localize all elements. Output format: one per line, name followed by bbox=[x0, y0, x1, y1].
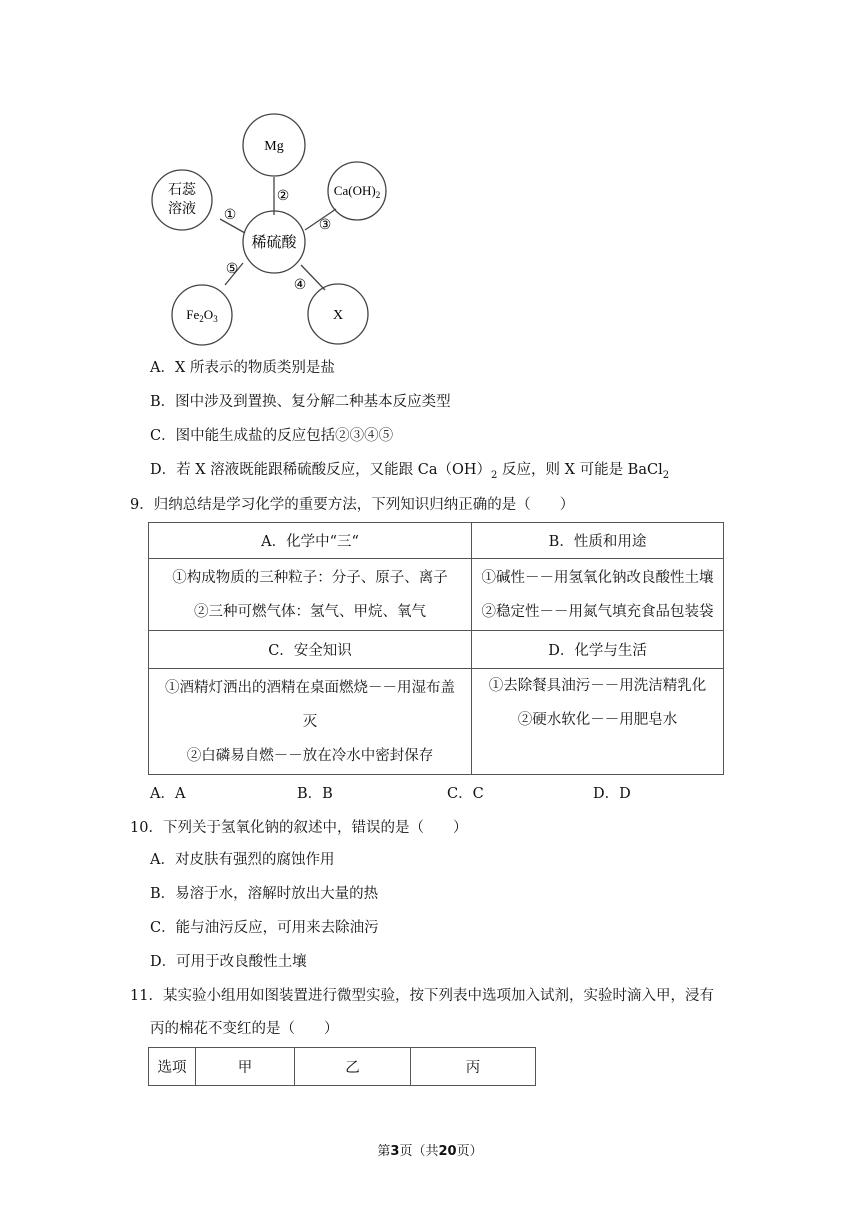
q9-option-d: D．D bbox=[593, 786, 631, 802]
q9-d-body: ①去除餐具油污－－用洗洁精乳化 ②硬水软化－－用肥皂水 bbox=[472, 669, 724, 775]
q9-d-head: D．化学与生活 bbox=[472, 631, 724, 669]
label-4: ④ bbox=[293, 278, 307, 293]
q11-header-bing: 丙 bbox=[411, 1048, 536, 1086]
q9-a-head: A．化学中“三“ bbox=[149, 523, 472, 559]
q9-c-head: C．安全知识 bbox=[149, 631, 472, 669]
q9-option-a: A．A bbox=[150, 786, 186, 802]
q10-option-d: D．可用于改良酸性土壤 bbox=[150, 954, 307, 970]
node-litmus-2: 溶液 bbox=[168, 202, 196, 217]
label-3: ③ bbox=[318, 218, 332, 233]
q9-b-body: ①碱性－－用氢氧化钠改良酸性土壤 ②稳定性－－用氮气填充食品包装袋 bbox=[472, 559, 724, 631]
q10-option-b: B．易溶于水，溶解时放出大量的热 bbox=[150, 886, 379, 902]
q8-option-c: C．图中能生成盐的反应包括②③④⑤ bbox=[150, 428, 394, 444]
q11-header-jia: 甲 bbox=[196, 1048, 295, 1086]
node-center-acid: 稀硫酸 bbox=[251, 235, 297, 251]
q9-b-head: B．性质和用途 bbox=[472, 523, 724, 559]
q11-header-yi: 乙 bbox=[295, 1048, 411, 1086]
q11-table bbox=[148, 1047, 536, 1086]
q8-option-d: D．若 X 溶液既能跟稀硫酸反应，又能跟 $Ca(OH)_2$ 反应，则 X 可能是 BaCl$_2$ bbox=[150, 462, 670, 481]
q10-option-c: C．能与油污反应，可用来去除油污 bbox=[150, 920, 379, 936]
q8-option-b: B．图中涉及到置换、复分解二种基本反应类型 bbox=[150, 394, 451, 410]
node-litmus-1: 石蕊 bbox=[168, 183, 196, 198]
label-2: ② bbox=[276, 189, 290, 204]
q9-c-body: ①酒精灯洒出的酒精在桌面燃烧－－用湿布盖 灭 ②白磷易自燃－－放在冷水中密封保存 bbox=[149, 669, 472, 775]
label-5: ⑤ bbox=[225, 262, 239, 277]
acid-reaction-diagram bbox=[140, 105, 400, 350]
q11-stem-line2: 丙的棉花不变红的是（ ） bbox=[150, 1021, 339, 1037]
q9-a-body: ①构成物质的三种粒子：分子、原子、离子 ②三种可燃气体：氢气、甲烷、氧气 bbox=[149, 559, 472, 631]
page-footer: 第3页（共20页） bbox=[377, 1144, 483, 1159]
q11-header-option: 选项 bbox=[149, 1048, 196, 1086]
label-1: ① bbox=[223, 208, 237, 223]
node-caoh2: $Ca(OH)_2$ bbox=[333, 183, 381, 200]
q9-option-c: C．C bbox=[447, 786, 484, 802]
q11-stem-line1: 11．某实验小组用如图装置进行微型实验，按下列表中选项加入试剂，实验时滴入甲，浸有 bbox=[130, 988, 714, 1004]
node-x: X bbox=[332, 308, 344, 323]
q10-option-a: A．对皮肤有强烈的腐蚀作用 bbox=[150, 852, 335, 868]
q9-stem: 9．归纳总结是学习化学的重要方法，下列知识归纳正确的是（ ） bbox=[130, 497, 575, 513]
node-fe2o3: $Fe_2O_3$ bbox=[186, 307, 218, 324]
q8-option-a: A．X 所表示的物质类别是盐 bbox=[150, 360, 335, 376]
node-mg: Mg bbox=[264, 139, 284, 154]
q9-table bbox=[148, 522, 724, 775]
q9-option-b: B．B bbox=[297, 786, 333, 802]
q10-stem: 10．下列关于氢氧化钠的叙述中，错误的是（ ） bbox=[130, 820, 468, 836]
